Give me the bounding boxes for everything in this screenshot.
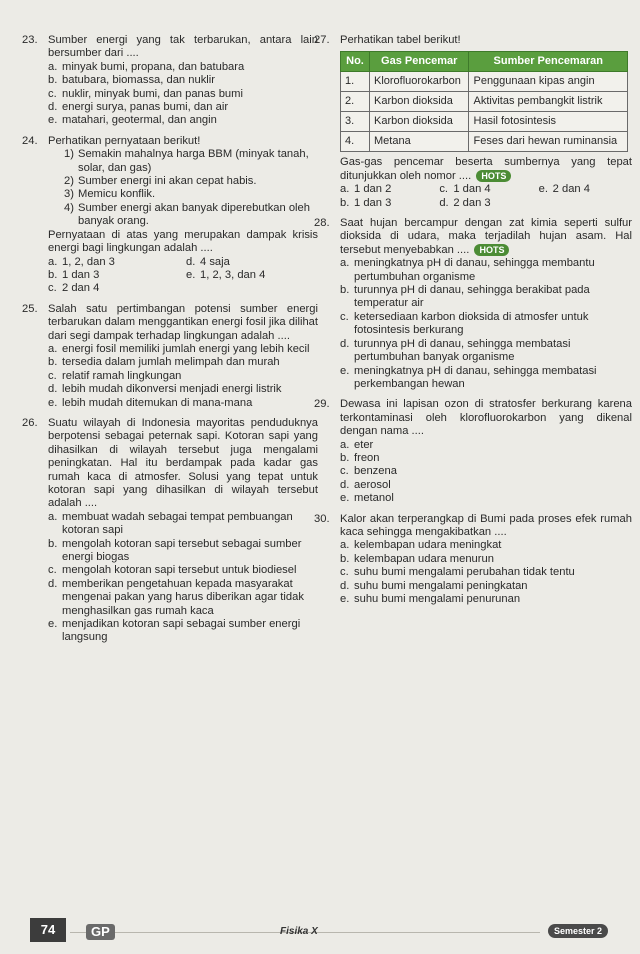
- question-25: [22, 302, 318, 410]
- question-27: [314, 34, 632, 210]
- option-d[interactable]: d. lebih mudah dikonversi menjadi energi listrik: [48, 383, 282, 396]
- option-c[interactable]: c. relatif ramah lingkungan: [48, 369, 182, 382]
- table-cell: Karbon dioksida: [370, 92, 469, 112]
- table-cell: Karbon dioksida: [370, 112, 469, 132]
- table-row: [341, 132, 628, 152]
- option-c[interactable]: c. 1 dan 4: [439, 183, 491, 196]
- option-c[interactable]: c. ketersediaan karbon dioksida di atmosfer untuk fotosintesis berkurang: [340, 310, 589, 337]
- option-d[interactable]: d. suhu bumi mengalami peningkatan: [340, 579, 528, 592]
- option-c[interactable]: c. mengolah kotoran sapi tersebut untuk biodiesel: [48, 564, 297, 577]
- table-cell: Feses dari hewan ruminansia: [469, 132, 628, 152]
- option-grid: [340, 183, 632, 210]
- table-row: [341, 72, 628, 92]
- statement-item: 1) Semakin mahalnya harga BBM (minyak tanah, solar, dan gas): [64, 148, 309, 174]
- table-cell: 3.: [341, 112, 370, 132]
- statement-item: 3) Memicu konflik.: [64, 188, 156, 201]
- option-b[interactable]: b. turunnya pH di danau, sehingga berakibat pada temperatur air: [340, 284, 590, 310]
- question-text: Suatu wilayah di Indonesia mayoritas penduduknya berpotensi sebagai peternak sapi. Kotoran sapi yang dihasilkan di wilayah tersebut juga mengalami peningkatan. Hal itu berdampak pada kadar gas rumah kaca di atmosfer. Solusi yang tepat untuk kotoran sapi yang dihasilkan di wilayah tersebut adalah ....: [48, 416, 318, 510]
- option-b[interactable]: b. batubara, biomassa, dan nuklir: [48, 74, 215, 87]
- statement-item: 4) Sumber energi akan banyak diperebutkan oleh banyak orang.: [64, 201, 310, 228]
- table-cell: Aktivitas pembangkit listrik: [469, 92, 628, 112]
- option-e[interactable]: e. meningkatnya pH di danau, sehingga membatasi perkembangan hewan: [340, 364, 597, 390]
- option-a[interactable]: a. kelembapan udara meningkat: [340, 539, 502, 552]
- question-number: 25.: [22, 302, 38, 315]
- option-d[interactable]: d. 2 dan 3: [439, 196, 491, 209]
- table-cell: Penggunaan kipas angin: [469, 72, 628, 92]
- option-d[interactable]: d. aerosol: [340, 478, 391, 491]
- question-number: 27.: [314, 34, 330, 46]
- option-d[interactable]: d. energi surya, panas bumi, dan air: [48, 101, 229, 114]
- table-header: No.: [341, 52, 370, 72]
- publisher-logo: GP: [86, 924, 115, 940]
- table-cell: Metana: [370, 132, 469, 152]
- option-a[interactable]: a. energi fosil memiliki jumlah energi yang lebih kecil: [48, 342, 310, 355]
- option-grid: [48, 256, 318, 296]
- option-b[interactable]: b. kelembapan udara menurun: [340, 552, 494, 565]
- option-c[interactable]: c. benzena: [340, 465, 397, 478]
- question-30: [314, 512, 632, 607]
- option-b[interactable]: b. freon: [340, 451, 380, 464]
- question-28: [314, 217, 632, 391]
- statement-list: [48, 148, 318, 228]
- table-header: Gas Pencemar: [370, 52, 469, 72]
- question-29: [314, 398, 632, 505]
- question-number: 23.: [22, 34, 38, 46]
- option-b[interactable]: b. mengolah kotoran sapi tersebut sebagai sumber energi biogas: [48, 537, 302, 564]
- option-c[interactable]: c. 2 dan 4: [48, 282, 100, 295]
- question-26: [22, 416, 318, 645]
- question-text: Sumber energi yang tak terbarukan, antara lain bersumber dari ....: [48, 34, 318, 60]
- question-24: [22, 134, 318, 296]
- option-e[interactable]: e. metanol: [340, 492, 394, 505]
- table-row: [341, 92, 628, 112]
- question-number: 30.: [314, 512, 330, 525]
- question-closing: Gas-gas pencemar beserta sumbernya yang tepat ditunjukkan oleh nomor .... HOTS: [340, 156, 632, 182]
- hots-badge: HOTS: [476, 170, 511, 182]
- option-a[interactable]: a. minyak bumi, propana, dan batubara: [48, 60, 245, 73]
- question-number: 28.: [314, 217, 330, 230]
- right-column: [314, 34, 632, 613]
- question-text: Salah satu pertimbangan potensi sumber energi terbarukan dalam menggantikan energi fosil jika dilihat dari segi dampak terhadap lingkungan adalah ....: [48, 302, 318, 342]
- question-text: Perhatikan tabel berikut!: [340, 34, 461, 46]
- option-a[interactable]: a. 1, 2, dan 3: [48, 255, 115, 268]
- option-d[interactable]: d. memberikan pengetahuan kepada masyarakat mengenai pakan yang harus diberikan agar tidak menghasilkan gas rumah kaca: [48, 577, 304, 617]
- table-row: [341, 112, 628, 132]
- left-column: [22, 34, 318, 652]
- question-23: [22, 34, 318, 128]
- option-a[interactable]: a. meningkatnya pH di danau, sehingga membantu pertumbuhan organisme: [340, 257, 595, 283]
- table-header-row: [341, 52, 628, 72]
- option-c[interactable]: c. suhu bumi mengalami perubahan tidak tentu: [340, 566, 575, 579]
- option-e[interactable]: e. 1, 2, 3, dan 4: [186, 268, 266, 281]
- gas-pollutant-table: [340, 51, 628, 152]
- question-closing: Pernyataan di atas yang merupakan dampak krisis energi bagi lingkungan adalah ....: [48, 228, 318, 255]
- table-cell: 1.: [341, 72, 370, 92]
- question-number: 29.: [314, 398, 330, 411]
- subject-label: Fisika X: [280, 926, 318, 937]
- option-a[interactable]: a. eter: [340, 438, 374, 451]
- option-e[interactable]: e. 2 dan 4: [538, 183, 590, 196]
- option-d[interactable]: d. turunnya pH di danau, sehingga membatasi pertumbuhan banyak organisme: [340, 337, 571, 364]
- table-header: Sumber Pencemaran: [469, 52, 628, 72]
- table-cell: 2.: [341, 92, 370, 112]
- option-e[interactable]: e. suhu bumi mengalami penurunan: [340, 593, 521, 605]
- page-footer: [0, 916, 640, 954]
- option-e[interactable]: e. menjadikan kotoran sapi sebagai sumber energi langsung: [48, 618, 301, 644]
- table-cell: Klorofluorokarbon: [370, 72, 469, 92]
- question-text: Perhatikan pernyataan berikut!: [48, 134, 201, 147]
- option-e[interactable]: e. matahari, geotermal, dan angin: [48, 114, 217, 127]
- question-text: Saat hujan bercampur dengan zat kimia seperti sulfur dioksida di udara, maka terjadilah hujan asam. Hal tersebut menyebabkan .... HOTS: [340, 217, 632, 256]
- question-number: 24.: [22, 134, 38, 147]
- option-a[interactable]: a. 1 dan 2: [340, 183, 392, 196]
- option-a[interactable]: a. membuat wadah sebagai tempat pembuangan kotoran sapi: [48, 510, 293, 537]
- hots-badge: HOTS: [474, 244, 509, 256]
- question-number: 26.: [22, 416, 38, 429]
- option-d[interactable]: d. 4 saja: [186, 255, 230, 268]
- statement-item: 2) Sumber energi ini akan cepat habis.: [64, 175, 257, 188]
- option-b[interactable]: b. tersedia dalam jumlah melimpah dan murah: [48, 356, 280, 369]
- option-e[interactable]: e. lebih mudah ditemukan di mana-mana: [48, 396, 253, 409]
- option-b[interactable]: b. 1 dan 3: [48, 268, 100, 281]
- option-b[interactable]: b. 1 dan 3: [340, 196, 392, 209]
- option-c[interactable]: c. nuklir, minyak bumi, dan panas bumi: [48, 87, 243, 100]
- question-text: Dewasa ini lapisan ozon di stratosfer berkurang karena terkontaminasi oleh klorofluorokarbon yang dikenal dengan nama ....: [340, 398, 632, 438]
- semester-badge: Semester 2: [548, 924, 608, 938]
- table-cell: Hasil fotosintesis: [469, 112, 628, 132]
- question-text: Kalor akan terperangkap di Bumi pada proses efek rumah kaca sehingga mengakibatkan ....: [340, 512, 632, 538]
- table-cell: 4.: [341, 132, 370, 152]
- page-number: 74: [30, 918, 66, 942]
